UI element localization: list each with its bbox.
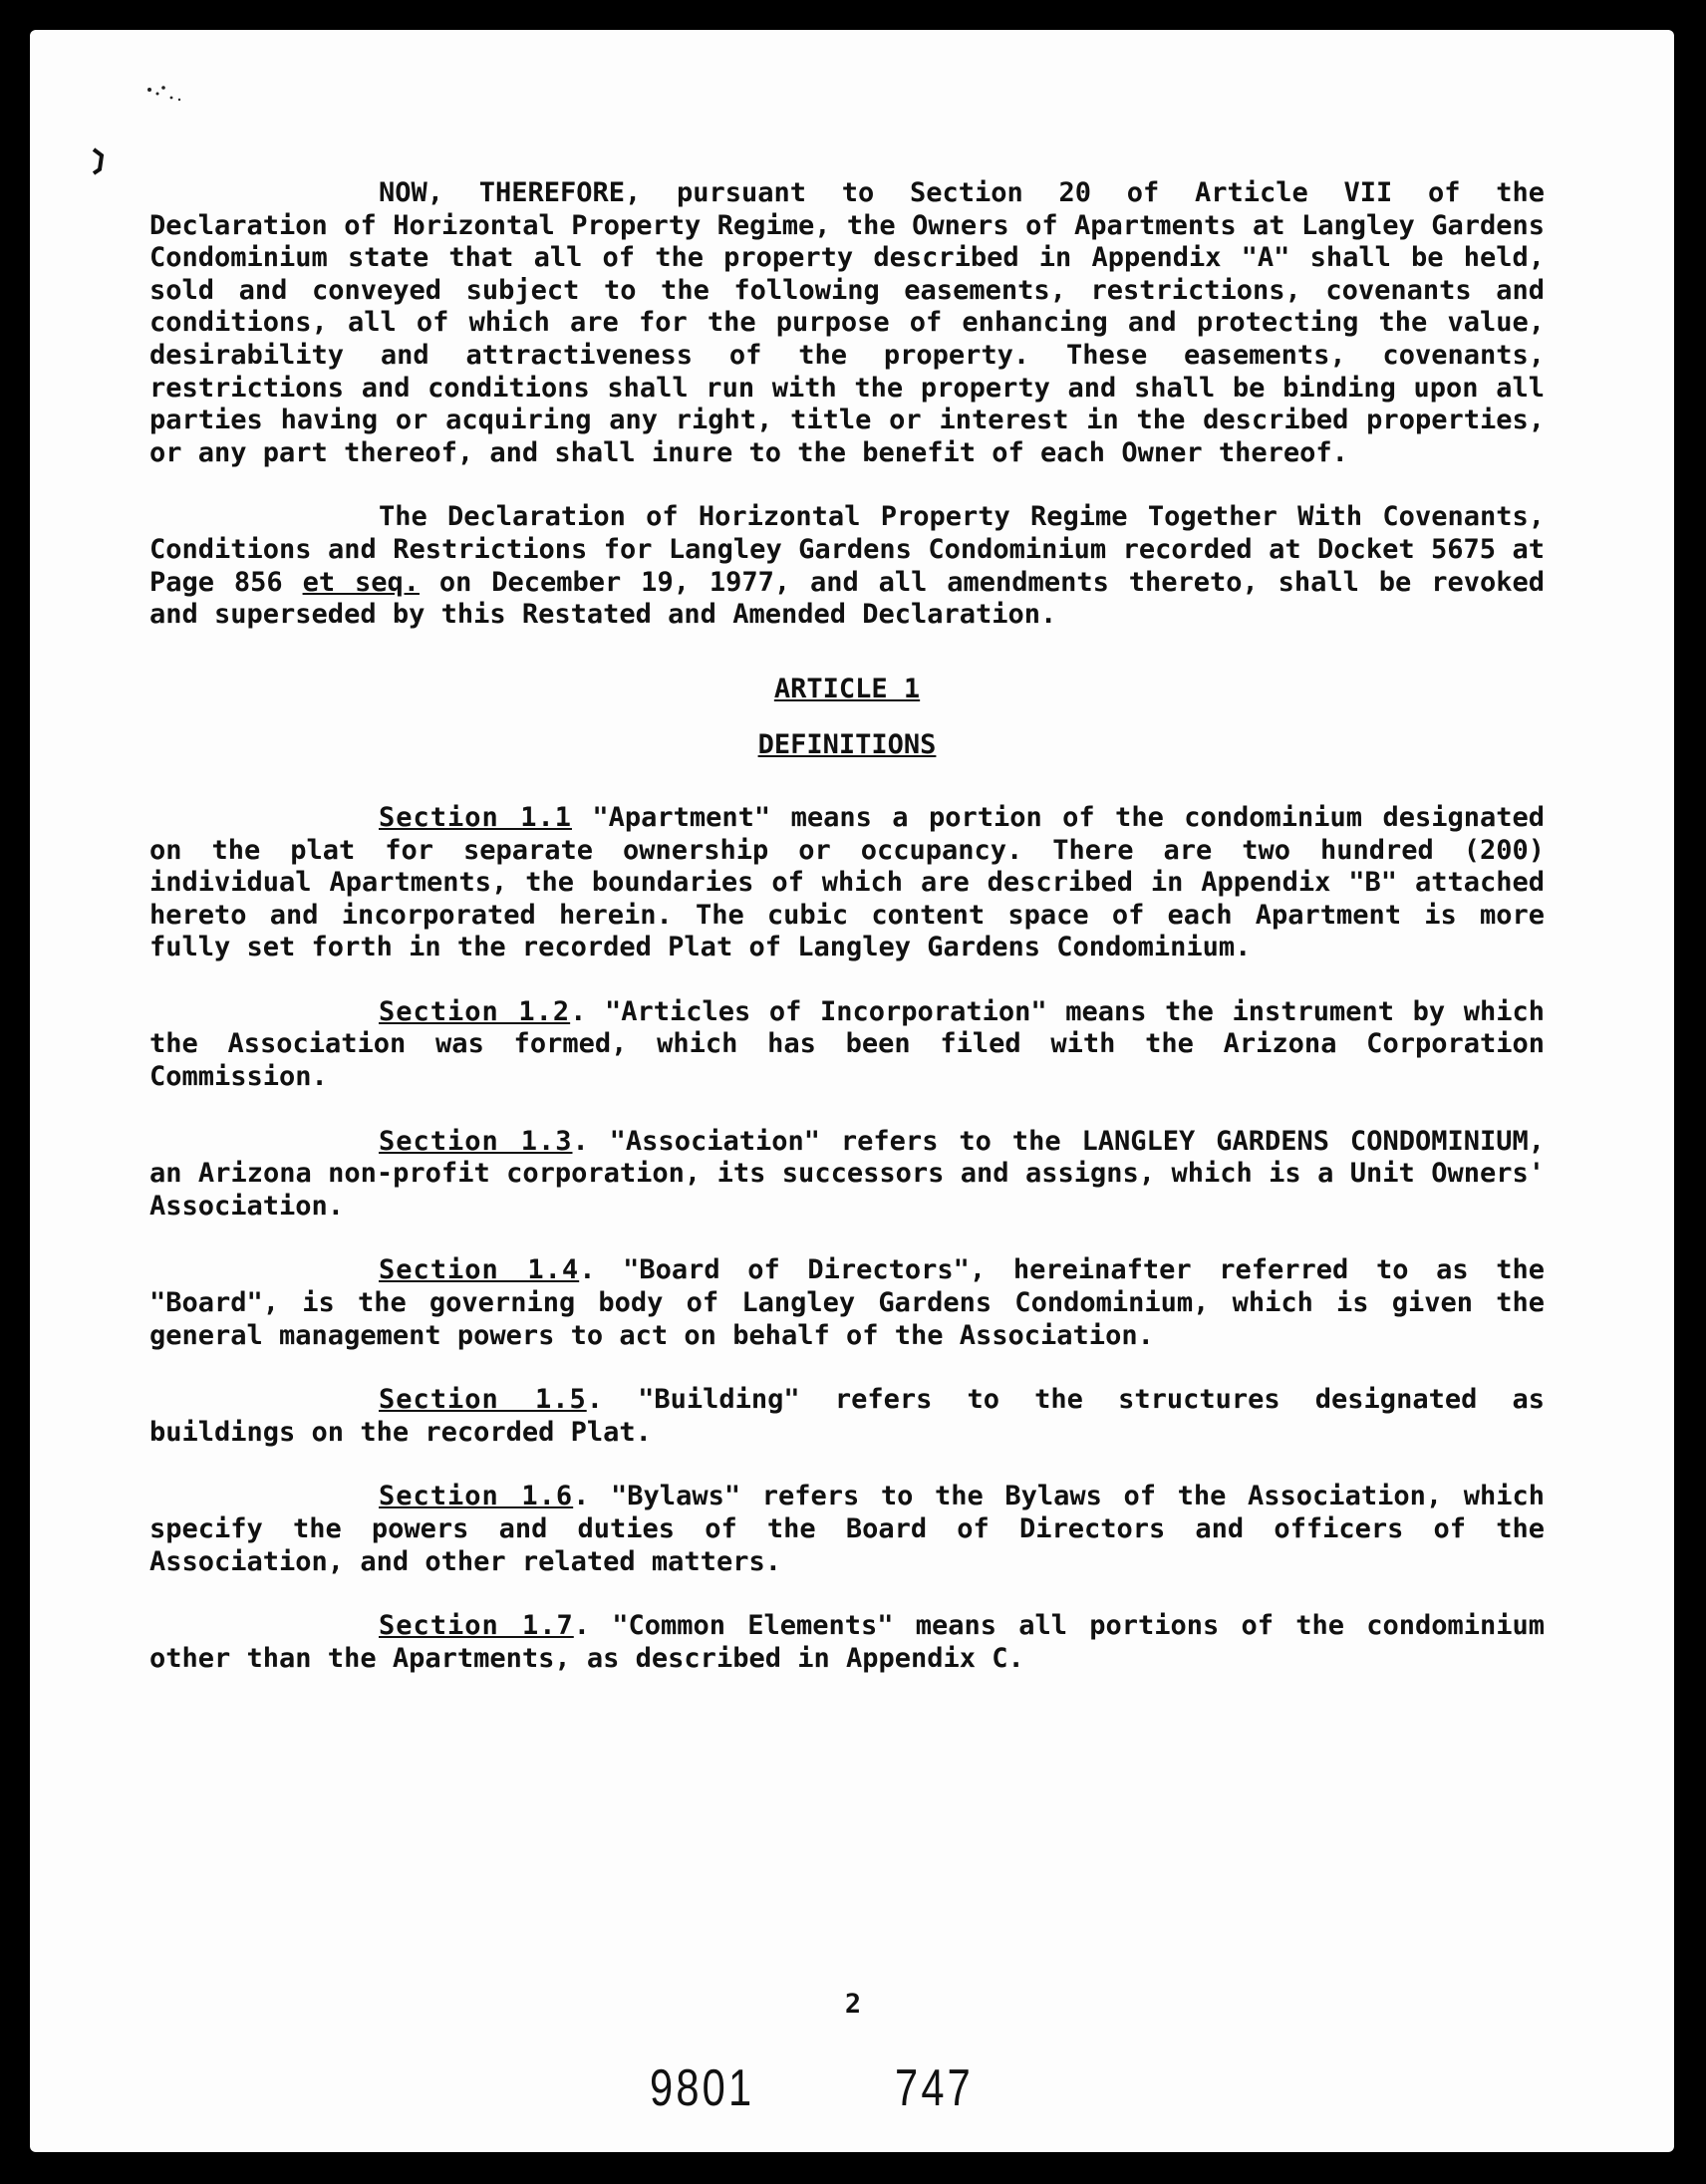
section-text: . "Board of Directors", hereinafter referred to as the "Board", is the governing body of Langley Gardens Condominium, which is given the general management powers to act on behalf of the Association. [149,1254,1545,1351]
section-1-6 [149,1481,1545,1578]
section-1-7 [149,1610,1545,1675]
docket-stamp-number: 9801 [650,2059,755,2117]
page-stamp-number: 747 [895,2059,975,2117]
section-label: Section 1.6 [379,1481,574,1512]
section-text: . "Articles of Incorporation" means the instrument by which the Association was formed, which has been filed with the Arizona Corporation Commission. [149,995,1545,1093]
section-text: "Apartment" means a portion of the condominium designated on the plat for separate ownership or occupancy. There are two hundred (200) individual Apartments, the boundaries of which are described in Appendix "B" attached hereto and incorporated herein. The cubic content space of each Apartment is more fully set forth in the recorded Plat of Langley Gardens Condominium. [149,801,1546,963]
section-label: Section 1.5 [379,1384,587,1416]
revocation-text-after: on December 19, 1977, and all amendments thereto, shall be revoked and superseded by this Restated and Amended Declaration. [149,566,1545,631]
section-text: . "Building" refers to the structures designated as buildings on the recorded Plat. [149,1384,1546,1448]
section-1-3 [149,1126,1545,1224]
et-seq-text: et seq. [302,566,420,598]
section-1-1 [149,802,1545,964]
section-label: Section 1.2 [379,995,571,1027]
section-label: Section 1.4 [379,1254,580,1286]
section-text: . "Association" refers to the LANGLEY GARDENS CONDOMINIUM, an Arizona non-profit corporation, its successors and assigns, which is a Unit Owners' Association. [149,1125,1545,1222]
intro-text: NOW, THEREFORE, pursuant to Section 20 of Article VII of the Declaration of Horizontal Property Regime, the Owners of Apartments at Langley Gardens Condominium state that all of the property described in Appendix "A" shall be held, sold and conveyed subject to the following easements, restrictions, covenants and conditions, all of which are for the purpose of enhancing and protecting the value, desirability and attractiveness of the property. These easements, covenants, restrictions and conditions shall run with the property and shall be binding upon all parties having or acquiring any right, title or interest in the described properties, or any part thereof, and shall inure to the benefit of each Owner thereof. [149,177,1545,468]
section-text: . "Bylaws" refers to the Bylaws of the Association, which specify the powers and duties of the Board of Directors and officers of the Association, and other related matters. [149,1481,1545,1577]
section-label: Section 1.7 [379,1610,574,1642]
definitions-heading: DEFINITIONS [757,729,937,761]
revocation-paragraph [149,501,1545,631]
article-heading: ARTICLE 1 [773,673,921,704]
scan-specks [90,70,209,189]
section-text: . "Common Elements" means all portions of the condominium other than the Apartments, as described in Appendix C. [149,1610,1546,1674]
section-1-5 [149,1384,1545,1449]
document-body [149,177,1545,1707]
section-label: Section 1.3 [379,1125,573,1157]
section-1-2 [149,996,1545,1094]
intro-paragraph [149,177,1545,469]
section-label: Section 1.1 [379,801,572,833]
page-number: 2 [844,1989,862,2020]
section-1-4 [149,1254,1545,1352]
revocation-text-before: The Declaration of Horizontal Property Regime Together With Covenants, Conditions and Restrictions for Langley Gardens Condominium recorded at Docket 5675 at Page 856 [149,501,1545,598]
